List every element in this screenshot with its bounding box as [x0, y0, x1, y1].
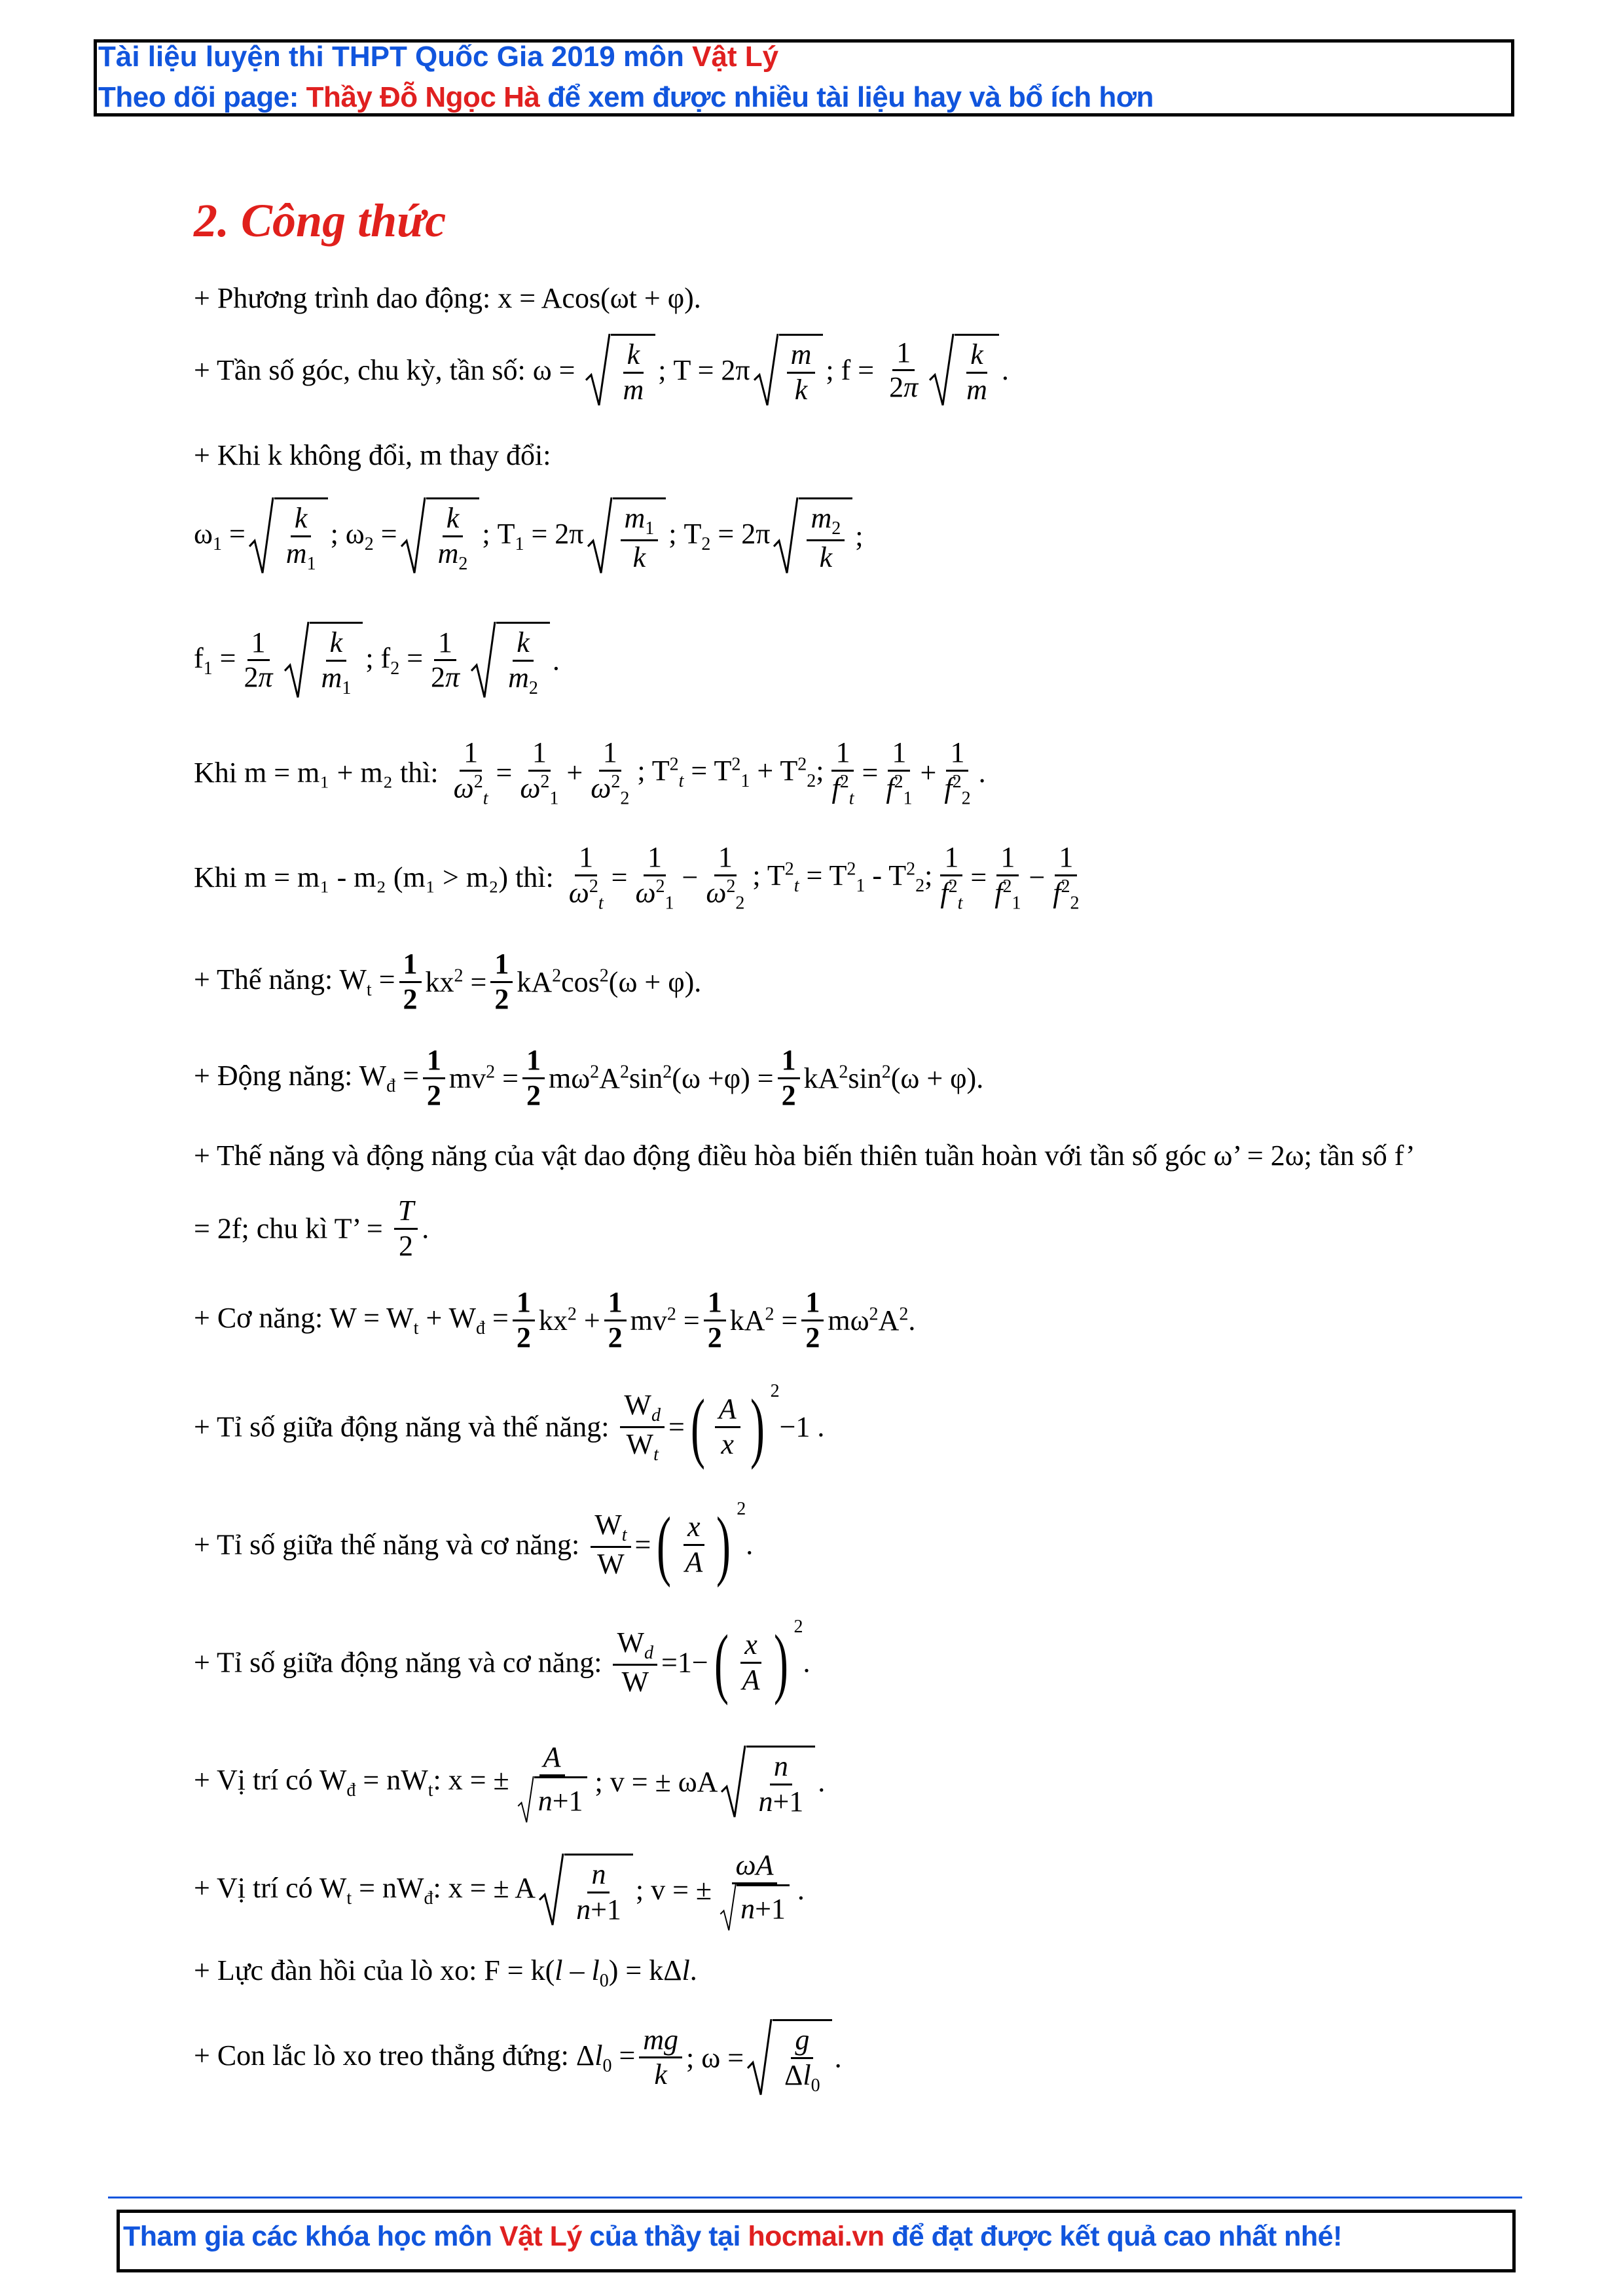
formula-position-wd-nwt: + Vị trí có $W_đ = nW_t$: x = ± A n +1 ; v = ± ωA $\frac{n}{n+1}$ . — [194, 1741, 825, 1823]
header-teacher: Thầy Đỗ Ngọc Hà — [306, 81, 540, 113]
formula-omega-t-variants: $\omega_1$ = $\frac{k}{m_1}$ ; $\omega_2$ = $\frac{k}{m_2}$ ; $T_1 = 2\pi$ $\frac{m_1}{k}$ ; $T_2 = 2\pi$ $\frac{m_2}{k}$ ; — [194, 497, 863, 575]
formula-energy-period: = 2f; chu kì T’ = $\frac{T}{2}$ . — [194, 1194, 429, 1262]
footer-text: Tham gia các khóa học môn Vật Lý của thầy tại hocmai.vn để đạt được kết quả cao nhất nhé! — [123, 2221, 1342, 2252]
footer-rule — [108, 2197, 1522, 2198]
sqrt-k-over-m: $\frac{k}{m}$ — [585, 334, 655, 406]
footer-subject: Vật Lý — [499, 2221, 582, 2252]
formula-mechanical-energy: + Cơ năng: $W = W_t + W_đ$ = $\frac{1}{2}$ $kx^2$ + $\frac{1}{2}$ $mv^2$ = $\frac{1}{2}$ $kA^2$ = $\frac{1}{2}$ $m\omega^2A^2$. — [194, 1286, 916, 1354]
header-line2-text: Theo dõi page: — [98, 81, 306, 113]
formula-potential-energy: + Thế năng: $W_t$ = $\frac{1}{2}$ $kx^2$ = $\frac{1}{2}$ $kA^2\cos^2(\omega + \varphi)$. — [194, 948, 702, 1015]
formula-k-constant: + Khi k không đổi, m thay đổi: — [194, 439, 551, 471]
formula-oscillation-equation: + Phương trình dao động: x = Acos(ωt + φ). — [194, 282, 701, 314]
formula-m-sum: Khi m = m₁ + m₂ thì: $\frac{1}{\omega^2_t}$ = $\frac{1}{\omega^2_1}$ + $\frac{1}{\omega^2_2}$ ; $T^2_t = T^2_1 + T^2_2$; $\frac{1}{f^2_t}$ = $\frac{1}{f^2_1}$ + $\frac{1}{f^2_2}$ . — [194, 736, 986, 809]
formula-ratio-kinetic-mechanical: + Tỉ số giữa động năng và cơ năng: $\frac{W_d}{W}$ =1− ( $\frac{x}{A}$ ) $^2$. — [194, 1617, 811, 1706]
formula-angular-frequency: + Tần số góc, chu kỳ, tần số: ω = $\frac{k}{m}$ ; T = 2π $\frac{m}{k}$ ; f = $\frac{1}{2\pi}$ $\frac{k}{m}$ . — [194, 334, 1009, 406]
header-line2-rest: để xem được nhiều tài liệu hay và bổ ích hơn — [539, 81, 1154, 113]
section-title: 2. Công thức — [194, 194, 447, 247]
footer-site-link[interactable]: hocmai.vn — [748, 2221, 884, 2252]
formula-f-variants: $f_1$ = $\frac{1}{2\pi}$ $\frac{k}{m_1}$ ; $f_2$ = $\frac{1}{2\pi}$ $\frac{k}{m_2}$ . — [194, 622, 560, 699]
formula-ratio-potential-mechanical: + Tỉ số giữa thế năng và cơ năng: $\frac{W_t}{W}$ = ( $\frac{x}{A}$ ) $^2$. — [194, 1499, 754, 1588]
formula-m-difference: Khi m = m₁ - m₂ (m₁ > m₂) thì: $\frac{1}{\omega^2_t}$ = $\frac{1}{\omega^2_1}$ − $\frac{1}{\omega^2_2}$ ; $T^2_t = T^2_1 - T^2_2$; $\frac{1}{f^2_t}$ = $\frac{1}{f^2_1}$ − $\frac{1}{f^2_2}$ — [194, 841, 1080, 914]
formula-vertical-spring: + Con lắc lò xo treo thẳng đứng: $\Delta l_0$ = $\frac{mg}{k}$ ; ω = $\frac{g}{\Delta l_0}$ . — [194, 2019, 842, 2096]
header-line-2 — [98, 81, 1154, 114]
formula-kinetic-energy: + Động năng: $W_đ$ = $\frac{1}{2}$ $mv^2$ = $\frac{1}{2}$ $m\omega^2A^2\sin^2(\omega +\varphi)$ = $\frac{1}{2}$ $kA^2\sin^2(\omega + \varphi)$. — [194, 1044, 984, 1111]
header-line-1 — [98, 41, 778, 73]
formula-energy-frequency: + Thế năng và động năng của vật dao động điều hòa biến thiên tuần hoàn với tần số góc ω’ = 2ω; tần số f’ — [194, 1139, 1415, 1172]
formula-ratio-kinetic-potential: + Tỉ số giữa động năng và thế năng: $\frac{W_d}{W_t}$ = ( $\frac{A}{x}$ ) $^2$−1 . — [194, 1381, 825, 1470]
formula-elastic-force: + Lực đàn hồi của lò xo: $F = k(l - l_0) = k\Delta l$. — [194, 1954, 697, 1991]
header-line1-text: Tài liệu luyện thi THPT Quốc Gia 2019 môn — [98, 41, 693, 73]
header-subject: Vật Lý — [692, 41, 779, 73]
formula-position-wt-nwd: + Vị trí có $W_t = nW_đ$: x = ± A $\frac{n}{n+1}$ ; v = ± ωA n +1 . — [194, 1849, 805, 1931]
